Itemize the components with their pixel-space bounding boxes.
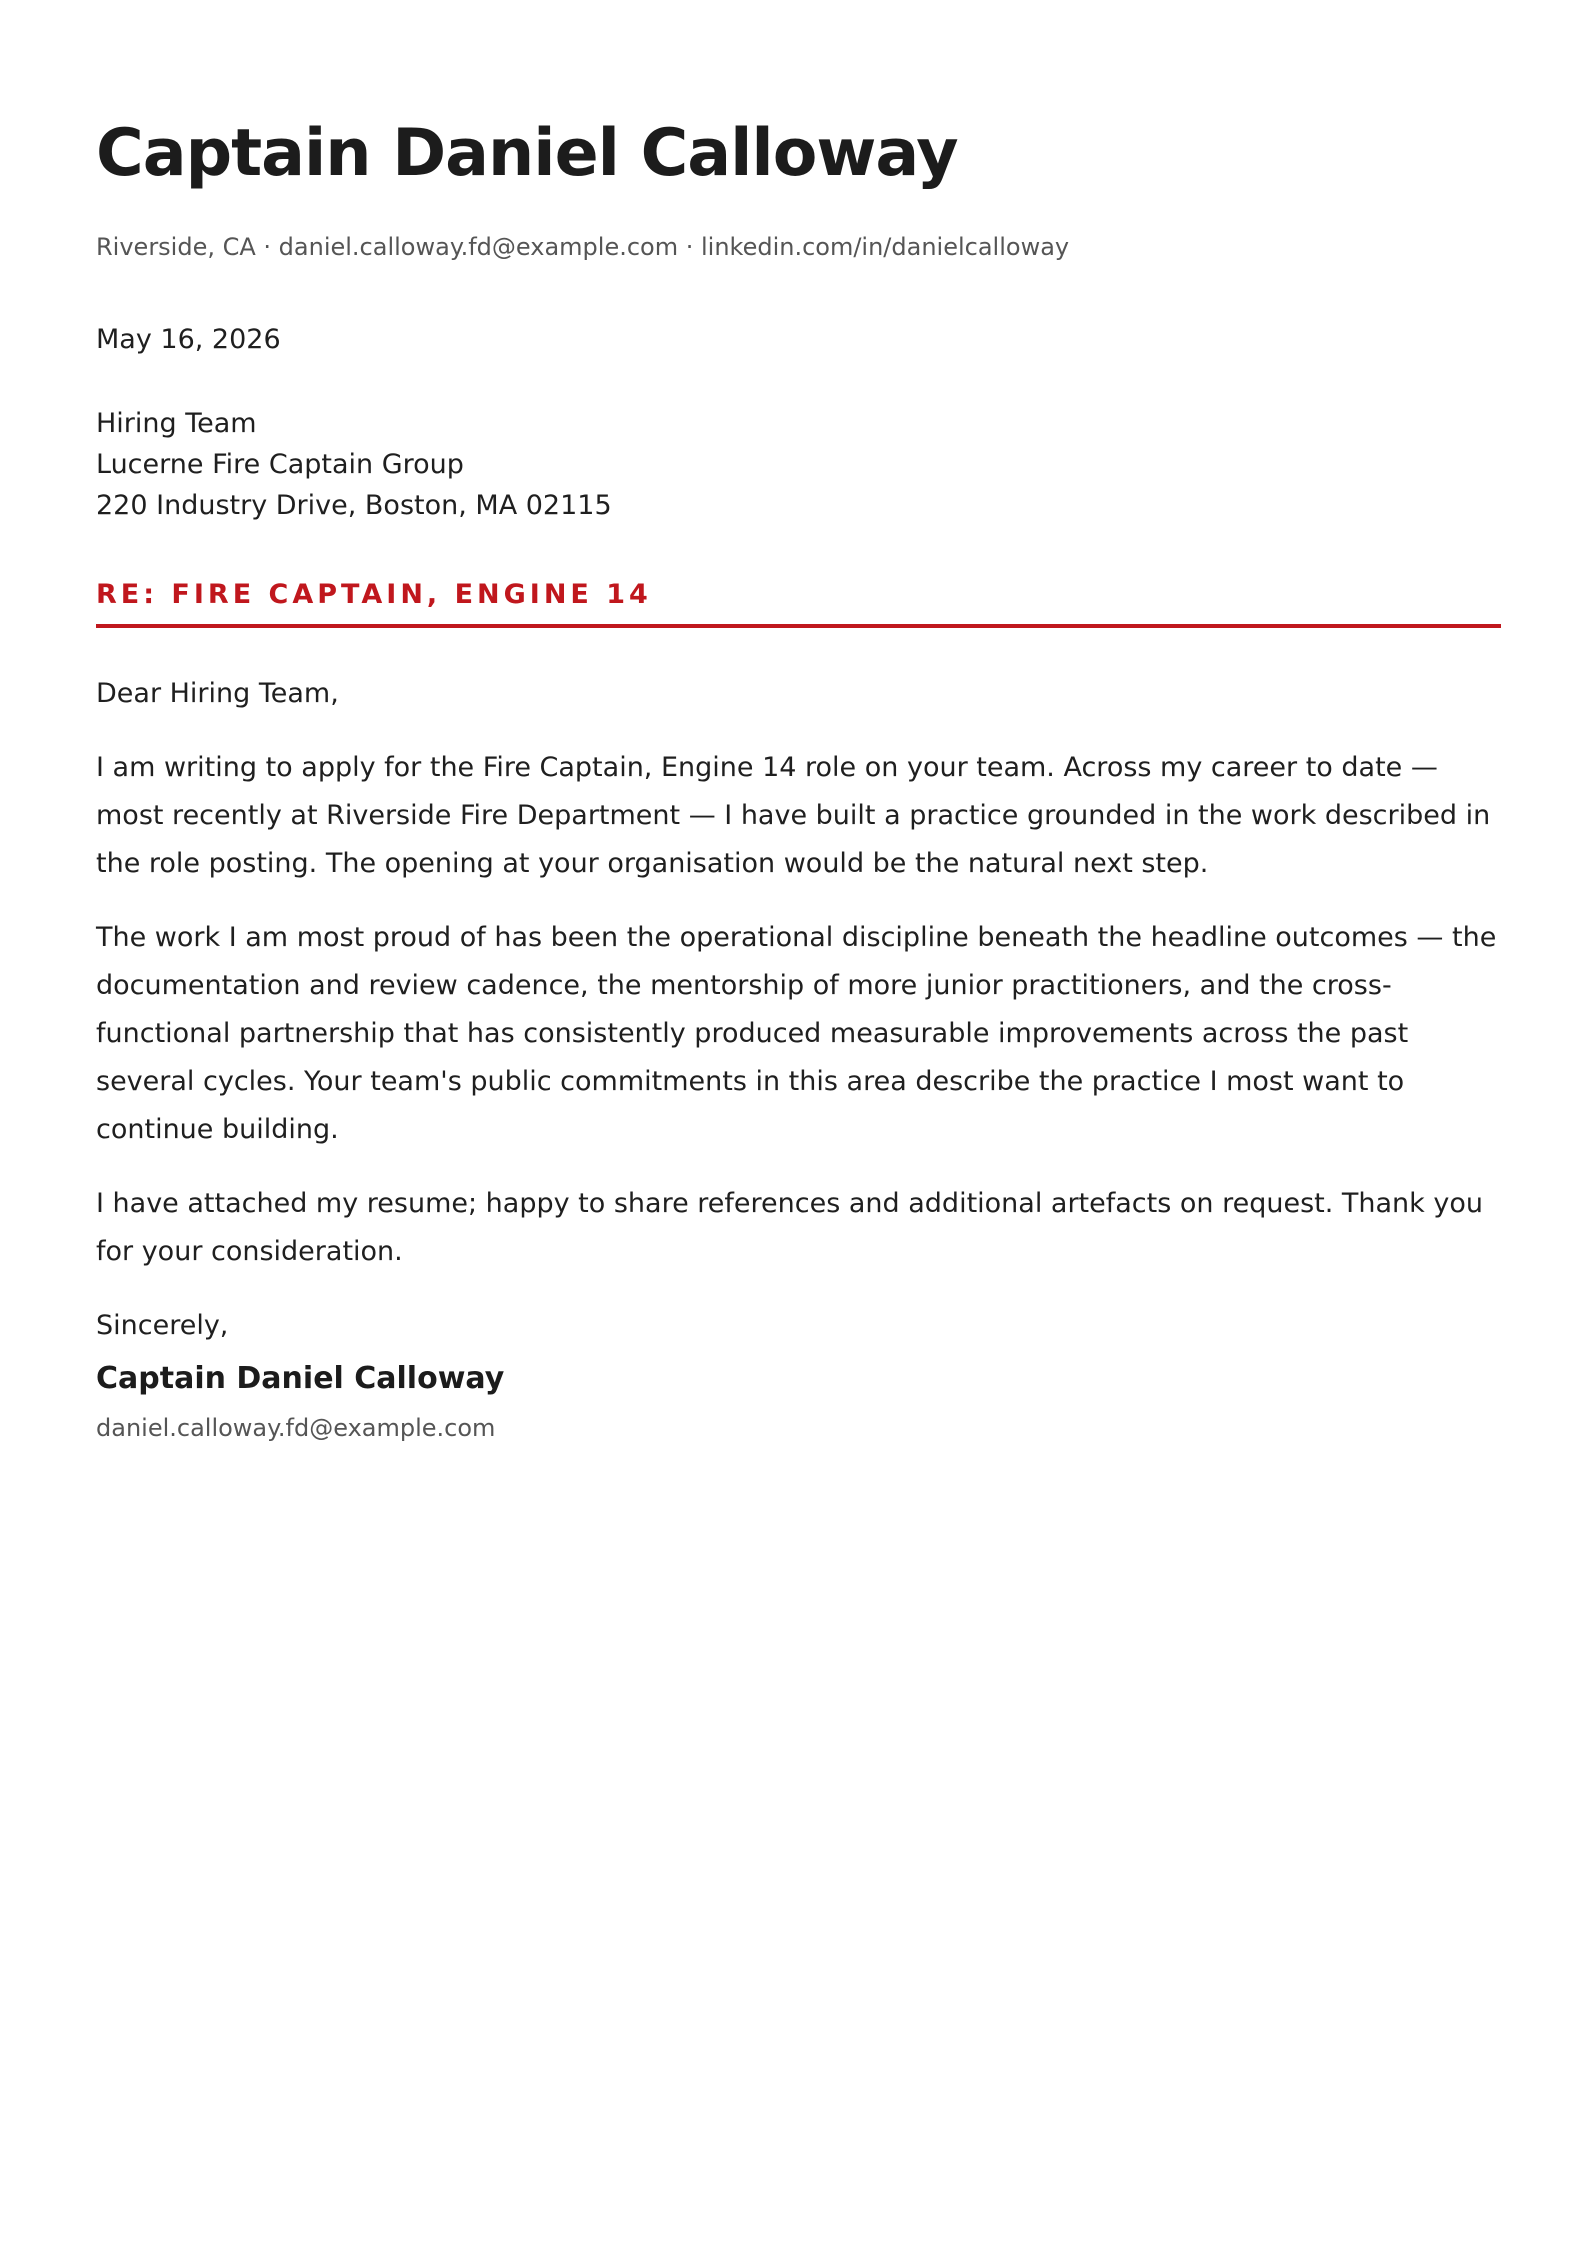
closing: Sincerely, (96, 1310, 229, 1341)
subject-heading: RE: FIRE CAPTAIN, ENGINE 14 (96, 579, 1501, 628)
signature-block (96, 1361, 504, 1442)
body-paragraph-2: The work I am most proud of has been the operational discipline beneath the headline outcomes — the documentation and review cadence, the mentorship of more junior practitioners, and the cross-functional partnership that has consistently produced measurable improvements across the past several cycles. Your team's public commitments in this area describe the practice I most want to continue building. (96, 922, 1497, 1145)
signature-name: Captain Daniel Calloway (96, 1361, 505, 1396)
contact-line: Riverside, CA · daniel.calloway.fd@example.com · linkedin.com/in/danielcalloway (96, 233, 1070, 261)
salutation: Dear Hiring Team, (96, 678, 339, 709)
recipient-block (96, 403, 612, 526)
body-paragraph-3: I have attached my resume; happy to share references and additional artefacts on request. Thank you for your consideration. (96, 1188, 1483, 1267)
recipient-line-1: Hiring Team (96, 408, 257, 439)
body-paragraph-1: I am writing to apply for the Fire Captain, Engine 14 role on your team. Across my career to date — most recently at Riverside Fire Department — I have built a practice grounded in the work described in the role posting. The opening at your organisation would be the natural next step. (96, 752, 1491, 879)
sender-name: Captain Daniel Calloway (96, 116, 958, 191)
recipient-line-3: 220 Industry Drive, Boston, MA 02115 (96, 490, 612, 521)
recipient-line-2: Lucerne Fire Captain Group (96, 449, 464, 480)
letter-body (96, 670, 1501, 1376)
letter-date: May 16, 2026 (96, 324, 281, 355)
signature-email: daniel.calloway.fd@example.com (96, 1414, 496, 1442)
